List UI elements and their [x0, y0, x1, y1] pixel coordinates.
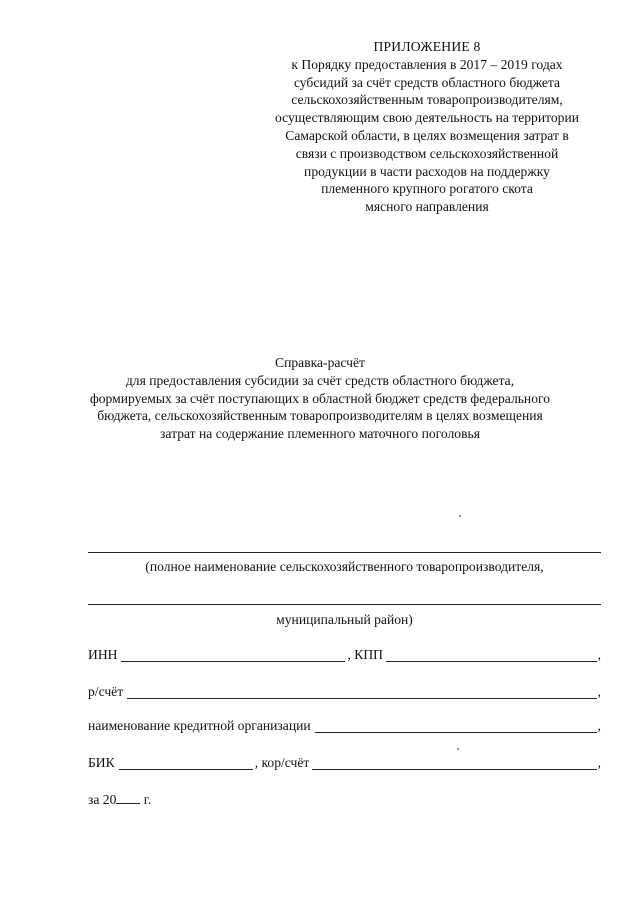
appendix-line: осуществляющим свою деятельность на территории — [274, 110, 580, 126]
bank-label: наименование кредитной организации — [88, 718, 311, 733]
appendix-line: к Порядку предоставления в 2017 – 2019 годах — [291, 56, 563, 72]
period-suffix: г. — [140, 792, 152, 807]
inn-label: ИНН — [88, 647, 118, 662]
period-row — [88, 790, 151, 810]
kpp-field[interactable] — [386, 647, 597, 662]
appendix-line: связи с производством сельскохозяйственной — [295, 145, 559, 161]
district-field[interactable] — [88, 604, 601, 605]
appendix-line: сельскохозяйственным товаропроизводителям, — [291, 92, 563, 108]
bank-field[interactable] — [315, 718, 597, 733]
appendix-line: мясного направления — [365, 199, 489, 215]
document-heading — [82, 354, 558, 443]
appendix-line: Самарской области, в целях возмещения затрат в — [285, 127, 569, 143]
account-label: р/счёт — [88, 684, 124, 699]
scan-speck — [459, 515, 461, 517]
corr-comma: , — [597, 755, 601, 770]
heading-line: формируемых за счёт поступающих в областной бюджет средств федерального — [89, 390, 551, 406]
bank-comma: , — [597, 718, 601, 733]
appendix-header — [262, 38, 592, 216]
bik-corr-row — [88, 753, 601, 773]
bik-label: БИК — [88, 755, 115, 770]
inn-kpp-row — [88, 645, 601, 665]
inn-field[interactable] — [121, 647, 345, 662]
account-field[interactable] — [127, 684, 596, 699]
scan-speck — [457, 748, 459, 750]
producer-name-caption: (полное наименование сельскохозяйственного товаропроизводителя, — [145, 559, 544, 574]
producer-name-field[interactable] — [88, 552, 601, 553]
appendix-line: субсидий за счёт средств областного бюджета — [293, 74, 561, 90]
account-row — [88, 682, 601, 702]
appendix-line: продукции в части расходов на поддержку — [304, 163, 550, 179]
kpp-label: , КПП — [347, 647, 383, 662]
year-field[interactable] — [116, 791, 140, 804]
bank-row — [88, 716, 601, 736]
appendix-title: ПРИЛОЖЕНИЕ 8 — [373, 39, 481, 54]
heading-line: для предоставления субсидии за счёт средств областного бюджета, — [125, 372, 515, 388]
heading-line: бюджета, сельскохозяйственным товаропроизводителям в целях возмещения — [97, 408, 543, 424]
bik-field[interactable] — [119, 755, 253, 770]
corr-account-field[interactable] — [312, 755, 596, 770]
document-title: Справка-расчёт — [275, 355, 365, 370]
account-comma: , — [597, 684, 601, 699]
corr-account-label: , кор/счёт — [254, 755, 310, 770]
heading-line: затрат на содержание племенного маточного поголовья — [160, 426, 480, 442]
kpp-comma: , — [597, 647, 601, 662]
district-caption: муниципальный район) — [276, 612, 413, 627]
appendix-line: племенного крупного рогатого скота — [321, 181, 533, 197]
period-prefix: за 20 — [88, 792, 117, 807]
